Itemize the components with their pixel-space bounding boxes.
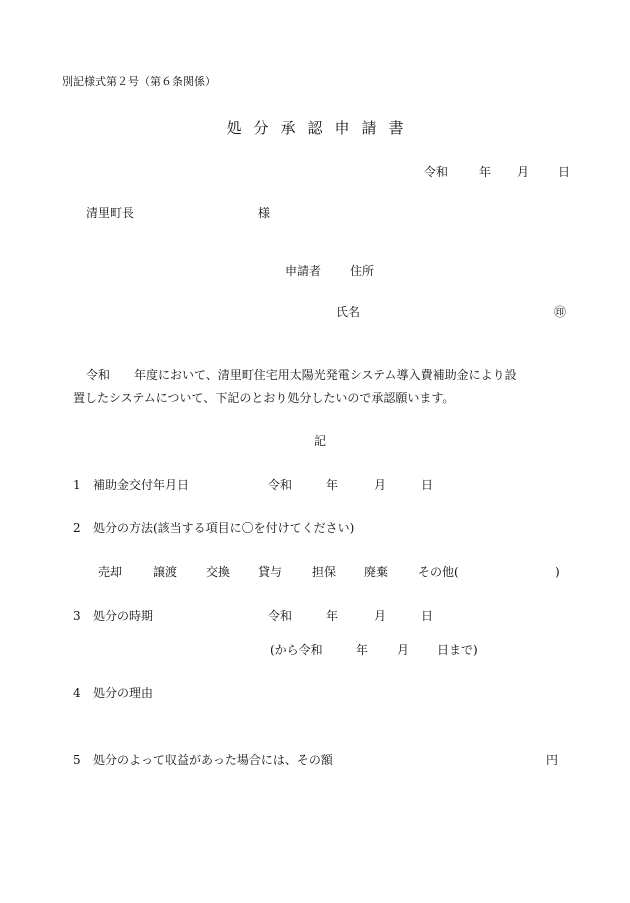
body-line-1: 令和 年度において、清里町住宅用太陽光発電システム導入費補助金により設 (86, 368, 517, 382)
disposal-year: 年 (326, 609, 339, 623)
seal-mark: ㊞ (554, 305, 567, 319)
period-until: 日まで) (437, 643, 478, 657)
disposal-era: 令和 (268, 609, 293, 623)
period-year: 年 (356, 643, 369, 657)
addressee-name: 清里町長 (86, 206, 135, 220)
item-number: 4 (73, 686, 81, 700)
item-number: 1 (73, 478, 81, 492)
option-transfer: 譲渡 (153, 565, 178, 579)
item-number: 2 (73, 521, 81, 535)
date-month: 月 (517, 165, 530, 179)
period-month: 月 (397, 643, 410, 657)
date-year: 年 (479, 165, 492, 179)
period-from: (から令和 (270, 643, 323, 657)
option-exchange: 交換 (206, 565, 231, 579)
item-number: 3 (73, 609, 81, 623)
option-lend: 貸与 (258, 565, 283, 579)
name-label: 氏名 (336, 305, 361, 319)
page-title: 処分承認申請書 (226, 119, 416, 137)
grant-date-era: 令和 (268, 478, 293, 492)
option-sale: 売却 (98, 565, 123, 579)
grant-date-month: 月 (374, 478, 387, 492)
option-other-close: ) (555, 565, 560, 579)
item-label: 処分の時期 (93, 609, 154, 623)
form-number: 別記様式第２号（第６条関係） (62, 75, 216, 88)
yen-unit: 円 (546, 753, 559, 767)
disposal-day: 日 (421, 609, 434, 623)
item-label: 処分のよって収益があった場合には、その額 (93, 753, 333, 767)
applicant-label: 申請者 (285, 264, 322, 278)
grant-date-year: 年 (326, 478, 339, 492)
option-other: その他( (418, 565, 459, 579)
item-label: 処分の理由 (93, 686, 154, 700)
option-disposal: 廃棄 (364, 565, 389, 579)
option-collateral: 担保 (312, 565, 337, 579)
address-label: 住所 (350, 264, 375, 278)
item-number: 5 (73, 753, 81, 767)
disposal-month: 月 (374, 609, 387, 623)
grant-date-day: 日 (421, 478, 434, 492)
date-day: 日 (558, 165, 571, 179)
ki-heading: 記 (314, 434, 327, 448)
item-label: 補助金交付年月日 (93, 478, 190, 492)
item-label: 処分の方法(該当する項目に〇を付けてください) (93, 521, 355, 535)
addressee-honorific: 様 (258, 206, 271, 220)
date-era: 令和 (424, 165, 449, 179)
body-line-2: 置したシステムについて、下記のとおり処分したいので承認願います。 (73, 391, 455, 405)
